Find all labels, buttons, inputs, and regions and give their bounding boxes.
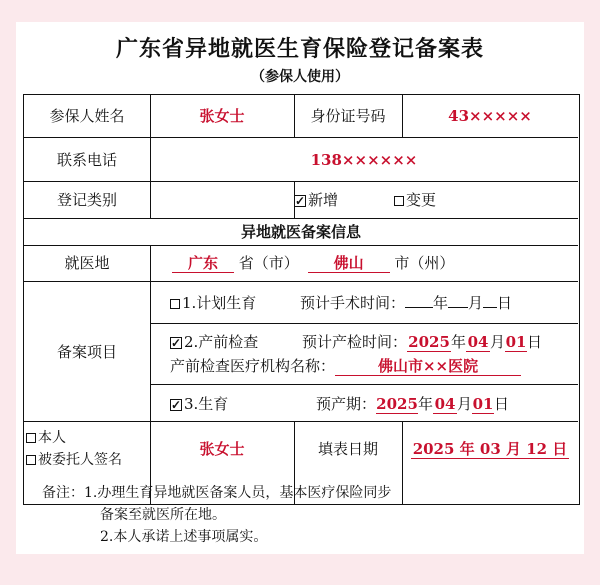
year-unit: 年 bbox=[451, 333, 467, 351]
unchecked-checkbox-icon[interactable] bbox=[170, 299, 180, 309]
id-number-value: 43××××× bbox=[448, 107, 532, 125]
form-subtitle: （参保人使用） bbox=[251, 69, 349, 85]
location-label: 就医地 bbox=[64, 254, 110, 272]
item3-month: 04 bbox=[434, 395, 456, 413]
option-change[interactable] bbox=[394, 191, 436, 209]
notes-item1-continued: 备案至就医所在地。 bbox=[100, 507, 226, 523]
item2-day: 01 bbox=[505, 333, 527, 351]
signature-value: 张女士 bbox=[199, 440, 245, 458]
registration-table bbox=[23, 94, 580, 505]
month-unit: 月 bbox=[490, 333, 506, 351]
section-heading: 异地就医备案信息 bbox=[240, 223, 361, 241]
day-unit: 日 bbox=[497, 294, 513, 312]
item3-due-label: 预产期： bbox=[316, 395, 377, 413]
option-change-label: 变更 bbox=[406, 191, 437, 209]
fill-date-text: 2025 年 03 月 12 日 bbox=[412, 440, 568, 458]
phone-label: 联系电话 bbox=[56, 151, 117, 169]
day-unit: 日 bbox=[527, 333, 543, 351]
item3-year: 2025 bbox=[376, 395, 418, 413]
month-unit: 月 bbox=[457, 395, 473, 413]
id-number-label: 身份证号码 bbox=[310, 107, 386, 125]
signer-agent-option[interactable] bbox=[26, 451, 122, 469]
notes-item2: 2.本人承诺上述事项属实。 bbox=[100, 529, 268, 545]
item3-due bbox=[316, 395, 509, 414]
items-label: 备案项目 bbox=[56, 343, 117, 361]
item-family-planning[interactable] bbox=[170, 294, 256, 312]
item1-label: 1.计划生育 bbox=[182, 294, 257, 312]
unchecked-checkbox-icon[interactable] bbox=[394, 196, 404, 206]
day-unit: 日 bbox=[494, 395, 510, 413]
item2-org-value: 佛山市××医院 bbox=[335, 357, 521, 376]
item2-label: 2.产前检查 bbox=[184, 333, 259, 351]
form-title: 广东省异地就医生育保险登记备案表 bbox=[115, 37, 484, 62]
item-childbirth[interactable] bbox=[170, 395, 228, 413]
insured-name-value: 张女士 bbox=[199, 107, 245, 125]
item-prenatal-check[interactable] bbox=[170, 333, 258, 351]
city-unit: 市（州） bbox=[394, 254, 455, 272]
insured-name-label: 参保人姓名 bbox=[49, 107, 125, 125]
form-sheet bbox=[16, 22, 584, 554]
unchecked-checkbox-icon[interactable] bbox=[26, 433, 36, 443]
signer-self-option[interactable] bbox=[26, 429, 66, 447]
fill-date-label: 填表日期 bbox=[317, 440, 378, 458]
registration-type-label: 登记类别 bbox=[56, 191, 117, 209]
city-value: 佛山 bbox=[308, 254, 390, 273]
item2-month: 04 bbox=[467, 333, 489, 351]
item2-year: 2025 bbox=[408, 333, 450, 351]
item2-org-label: 产前检查医疗机构名称： bbox=[170, 357, 336, 375]
item2-time-label: 预计产检时间： bbox=[302, 333, 408, 351]
checked-checkbox-icon[interactable]: ✓ bbox=[171, 398, 182, 412]
option-new[interactable] bbox=[294, 191, 338, 209]
item1-time bbox=[300, 294, 512, 312]
checked-checkbox-icon[interactable]: ✓ bbox=[171, 336, 182, 350]
unchecked-checkbox-icon[interactable] bbox=[26, 455, 36, 465]
notes-line1 bbox=[42, 482, 391, 504]
month-unit: 月 bbox=[468, 294, 484, 312]
item2-time bbox=[302, 333, 542, 352]
notes-item1: 1.办理生育异地就医备案人员，基本医疗保险同步 bbox=[84, 485, 392, 501]
phone-value: 138×××××× bbox=[310, 151, 418, 169]
year-unit: 年 bbox=[418, 395, 434, 413]
item3-day: 01 bbox=[472, 395, 494, 413]
province-value: 广东 bbox=[172, 254, 234, 273]
option-new-label: 新增 bbox=[308, 191, 339, 209]
year-unit: 年 bbox=[433, 294, 449, 312]
location-value bbox=[172, 254, 454, 273]
item1-time-label: 预计手术时间： bbox=[300, 294, 406, 312]
signer-agent-label: 被委托人签名 bbox=[38, 452, 122, 468]
fill-date-value bbox=[402, 440, 578, 459]
checked-checkbox-icon[interactable]: ✓ bbox=[295, 194, 306, 208]
signer-self-label: 本人 bbox=[38, 430, 66, 446]
item3-label: 3.生育 bbox=[184, 395, 229, 413]
notes-prefix: 备注： bbox=[42, 485, 84, 501]
item2-org bbox=[170, 357, 521, 376]
province-unit: 省（市） bbox=[238, 254, 299, 272]
